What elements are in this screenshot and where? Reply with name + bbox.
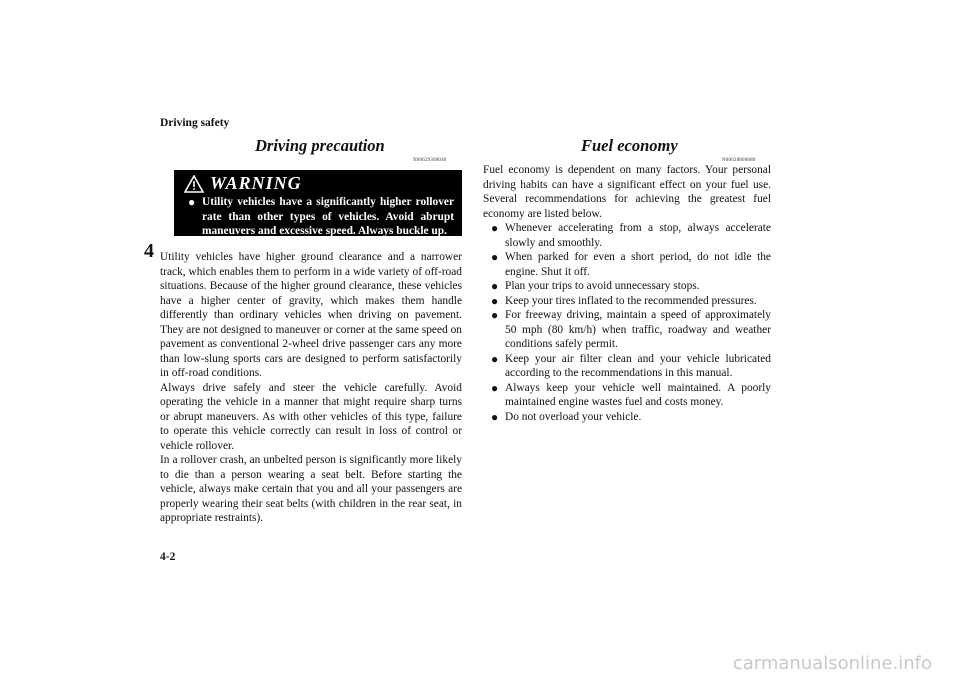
paragraph: Utility vehicles have higher ground clearance and a narrower track, which enables them to perform in a wide variety of off-road situations. Because of the higher ground clearance, these vehicles have a higher center of gravity, which makes them handle differently than ordinary vehicles when driving on pavement. They are not designed to maneuver or corner at the same speed on pavement as conventional 2-wheel drive passenger cars any more than low-slung sports cars are designed to perform satisfactorily in off-road conditions. (160, 251, 462, 379)
paragraph: In a rollover crash, an unbelted person is significantly more likely to die than a person wearing a seat belt. Before starting the vehicle, always make certain that you and all your passengers are properly wearing their seat belts (with children in the rear seat, in appropriate restraints). (160, 454, 462, 524)
bullet-icon: ● (491, 221, 499, 235)
list-item: ● Do not overload your vehicle. (491, 409, 642, 424)
list-item: ● Whenever accelerating from a stop, always accelerate slowly and smoothly. (491, 221, 771, 249)
bullet-icon: ● (491, 308, 499, 322)
warning-header (184, 173, 302, 194)
driving-precaution-code: N00629300040 (413, 158, 447, 163)
list-item: ● Keep your tires inflated to the recommended pressures. (491, 293, 757, 308)
chapter-marker: 4 (144, 240, 154, 262)
fuel-economy-body (483, 163, 771, 424)
watermark-link[interactable]: carmanualsonline.info (732, 653, 932, 674)
bullet-icon: ● (491, 279, 499, 293)
page-number: 4-2 (160, 551, 176, 563)
bullet-icon: ● (491, 380, 499, 395)
driving-precaution-body (160, 250, 462, 526)
warning-box (174, 170, 462, 236)
warning-text: ● Utility vehicles have a significantly higher rollover rate than other types of vehicles. Avoid abrupt maneuvers and excessive speed. Always buckle up. (188, 195, 454, 237)
list-item: ● Always keep your vehicle well maintained. A poorly maintained engine wastes fuel and costs money. (491, 380, 771, 408)
bullet-icon: ● (491, 250, 499, 264)
warning-label: WARNING (210, 173, 302, 193)
paragraph: Always drive safely and steer the vehicle carefully. Avoid operating the vehicle in a manner that might require sharp turns or abrupt maneuvers. As with other vehicles of this type, failure to operate this vehicle correctly can result in loss of control or vehicle rollover. (160, 381, 462, 452)
bullet-icon: ● (188, 195, 196, 209)
warning-triangle-icon (184, 175, 204, 193)
section-header: Driving safety (160, 117, 230, 129)
bullet-icon: ● (491, 409, 499, 424)
fuel-economy-code: N00628800080 (722, 158, 756, 163)
bullet-icon: ● (491, 293, 499, 308)
fuel-tips-list (483, 221, 771, 424)
list-item: ● Keep your air filter clean and your vehicle lubricated according to the recommendations in this manual. (491, 351, 771, 379)
intro-paragraph: Fuel economy is dependent on many factors. Your personal driving habits can have a significant effect on your fuel use. Several recommendations for achieving the greatest fuel economy are listed below. (483, 164, 771, 220)
bullet-icon: ● (491, 351, 499, 366)
driving-precaution-title: Driving precaution (255, 136, 385, 155)
list-item: ● When parked for even a short period, do not idle the engine. Shut it off. (491, 250, 771, 278)
list-item: ● For freeway driving, maintain a speed of approximately 50 mph (80 km/h) when traffic, roadway and weather conditions safely permit. (491, 308, 771, 350)
fuel-economy-title: Fuel economy (581, 136, 678, 155)
list-item: ● Plan your trips to avoid unnecessary stops. (491, 279, 700, 293)
